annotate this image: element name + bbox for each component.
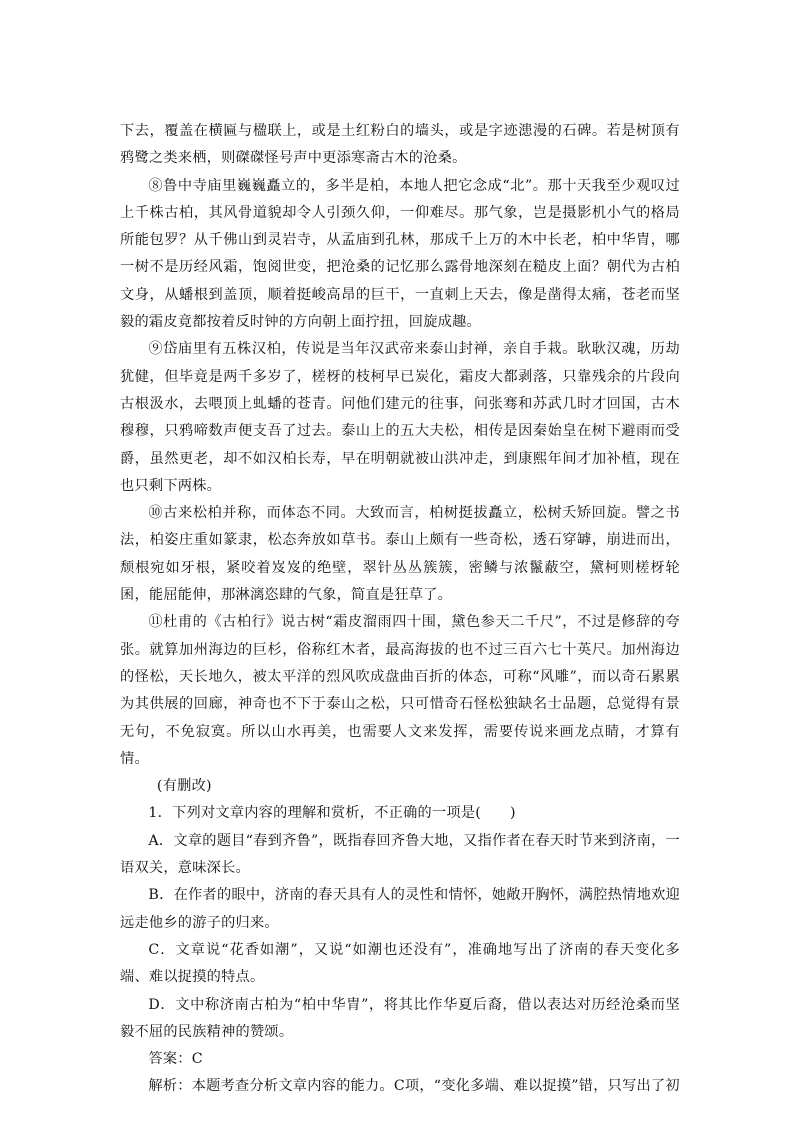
paragraph-8: ⑧鲁中寺庙里巍巍矗立的，多半是柏，本地人把它念成“北”。那十天我至少观叹过上千株古柏，其风骨道貌却令人引颈久仰，一仰难尽。那气象，岂是摄影机小气的格局所能包罗？从千佛山到灵岩寺，从孟庙到孔林，那成千上万的木中长老，柏中华胄，哪一树不是历经风霜，饱阅世变，把沧桑的记忆那么露骨地深刻在糙皮上面？朝代为古柏文身，从蟠根到盖顶，顺着挺峻高昂的巨干，一直刺上天去，像是凿得太痛，苍老而坚毅的霜皮竟都按着反时钟的方向朝上面拧扭，回旋成趣。 [120,177,680,331]
analysis-line: 解析：本题考查分析文章内容的能力。C项，“变化多端、难以捉摸”错，只写出了初 [148,1078,680,1095]
paragraph-11: ⑪杜甫的《古柏行》说古树“霜皮溜雨四十围，黛色参天二千尺”，不过是修辞的夸张。就算加州海边的巨杉，俗称红木者，最高海拔的也不过三百六七十英尺。加州海边的怪松，天长地久，被太平洋的烈风吹成盘曲百折的体态，可称“风雕”，而以奇石累累为其供展的回廊，神奇也不下于泰山之松，只可惜奇石怪松独缺名士品题，总觉得有景无句，不免寂寞。所以山水再美，也需要人文来发挥，需要传说来画龙点睛，才算有情。 [120,614,680,767]
document-body [120,118,680,1101]
option-b: B．在作者的眼中，济南的春天具有人的灵性和情怀，她敞开胸怀，满腔热情地欢迎远走他乡的游子的归来。 [120,887,680,931]
question-stem: 1．下列对文章内容的理解和赏析，不正确的一项是( ) [148,805,516,822]
paragraph-9: ⑨岱庙里有五株汉柏，传说是当年汉武帝来泰山封禅，亲自手栽。耿耿汉魂，历劫犹健，但毕竟是两千多岁了，槎枒的枝柯早已炭化，霜皮大都剥落，只靠残余的片段向古根汲水，去喂顶上虬蟠的苍青。问他们建元的往事，问张骞和苏武几时才回国，古木穆穆，只鸦啼数声便支吾了过去。泰山上的五大夫松，相传是因秦始皇在树下避雨而受爵，虽然更老，却不如汉柏长寿，早在明朝就被山洪冲走，到康熙年间才加补植，现在也只剩下两株。 [120,341,680,494]
option-c: C．文章说“花香如潮”，又说“如潮也还没有”，准确地写出了济南的春天变化多端、难以捉摸的特点。 [120,941,680,986]
answer-line: 答案：C [148,1051,203,1068]
paragraph-10: ⑩古来松柏并称，而体态不同。大致而言，柏树挺拔矗立，松树夭矫回旋。譬之书法，柏姿庄重如篆隶，松态奔放如草书。泰山上颇有一些奇松，透石穿罅，崩进而出，颓根宛如牙根，紧咬着岌岌的绝壁，翠针丛丛簇簇，密鳞与浓鬣蔽空，黛柯则槎枒轮囷，能屈能伸，那淋漓恣肆的气象，简直是狂草了。 [120,505,680,604]
source-note: (有删改) [156,778,212,795]
option-d: D．文中称济南古柏为“柏中华胄”，将其比作华夏后裔，借以表达对历经沧桑而坚毅不屈的民族精神的赞颂。 [120,996,680,1040]
option-a: A．文章的题目“春到齐鲁”，既指春回齐鲁大地，又指作者在春天时节来到济南，一语双关，意味深长。 [120,832,680,877]
paragraph-continued: 下去，覆盖在横匾与楹联上，或是土红粉白的墙头，或是字迹漶漫的石碑。若是树顶有鸦鹭之类来栖，则磔磔怪号声中更添寒斋古木的沧桑。 [120,123,680,167]
